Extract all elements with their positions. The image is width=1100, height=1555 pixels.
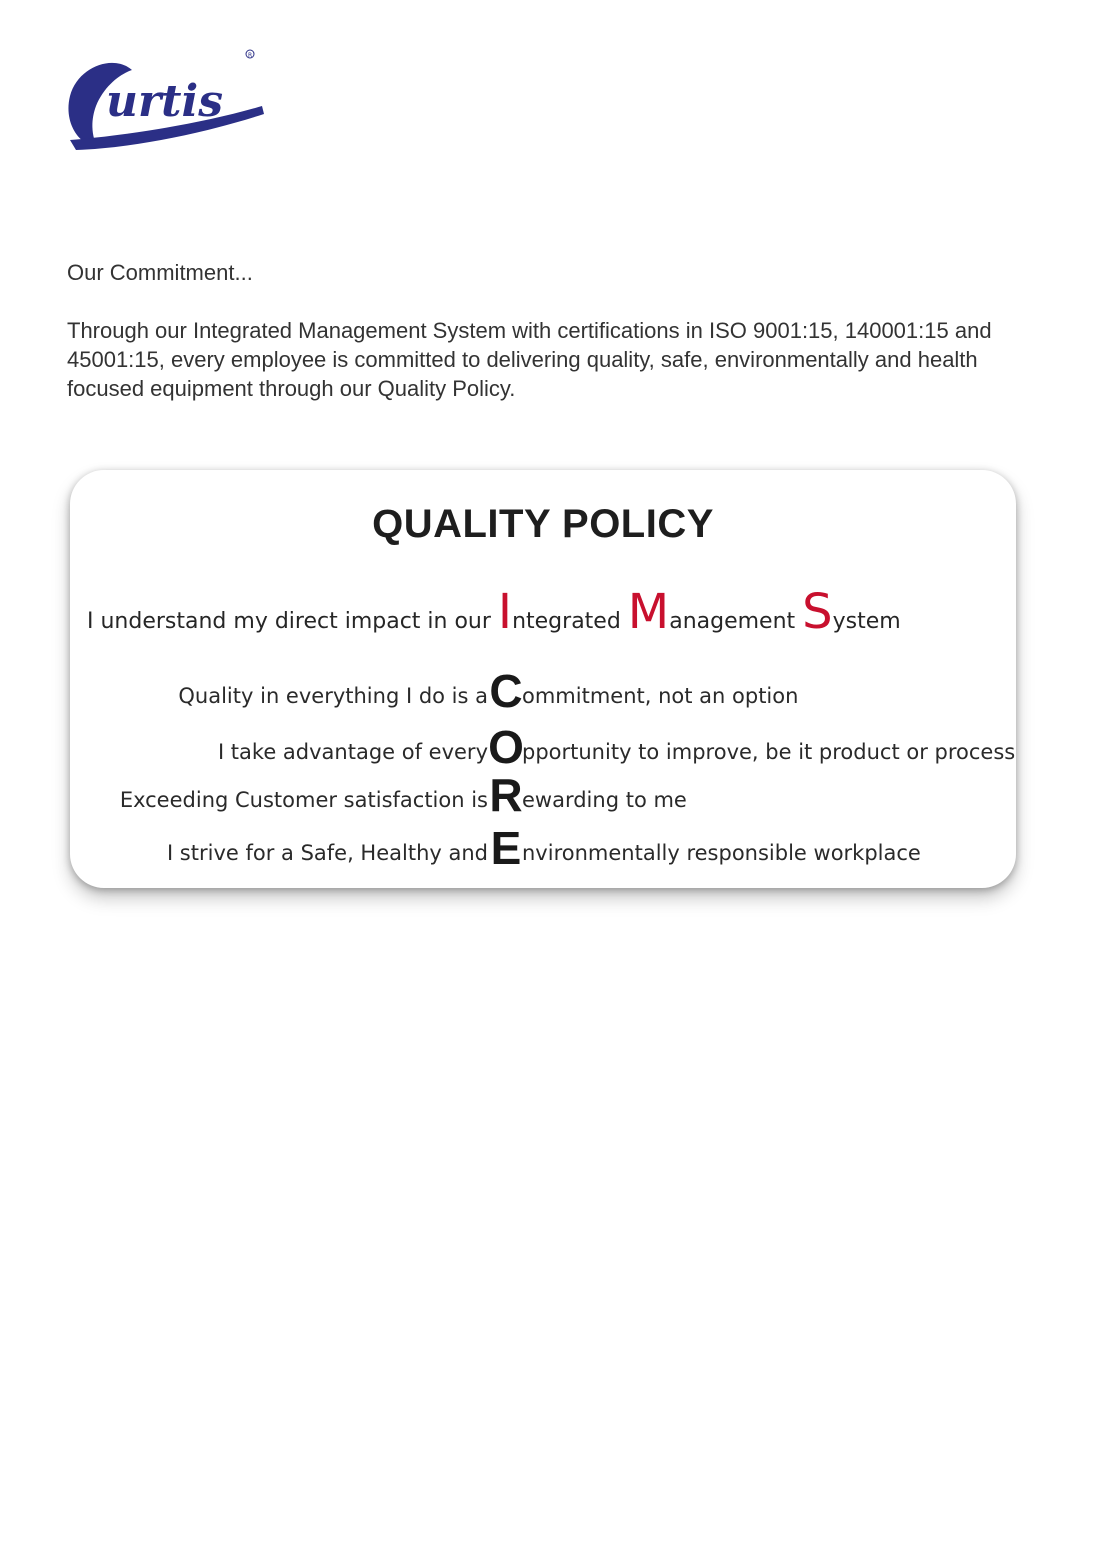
- core-text-right: ewarding to me: [522, 788, 687, 812]
- ims-word-integrated: ntegrated: [512, 609, 628, 634]
- ims-word-management: anagement: [669, 609, 803, 634]
- svg-text:R: R: [248, 52, 253, 59]
- curtis-logo: [62, 44, 272, 156]
- logo-wordmark: urtis: [106, 76, 223, 127]
- commitment-body: Through our Integrated Management System with certifications in ISO 9001:15, 140001:15 and 45001:15, every employee is committed to delivering quality, safe, environmentally and health focused equipment through our Quality Policy.: [67, 318, 992, 401]
- ims-word-system: ystem: [832, 609, 901, 634]
- core-row-environmental: [70, 817, 1016, 873]
- core-text-right: nvironmentally responsible workplace: [522, 841, 921, 865]
- policy-title: QUALITY POLICY: [372, 502, 714, 546]
- core-letter-c: C: [489, 665, 523, 717]
- ims-letter-i: I: [497, 584, 513, 640]
- core-text-left: Quality in everything I do is a: [178, 684, 488, 708]
- core-text-right: ommitment, not an option: [522, 684, 799, 708]
- ims-statement: [87, 584, 901, 640]
- core-text-left: I take advantage of every: [217, 740, 488, 764]
- core-text-left: I strive for a Safe, Healthy and: [166, 841, 488, 865]
- core-text-right: pportunity to improve, be it product or process: [522, 740, 1016, 764]
- core-row-rewarding: [70, 764, 1016, 820]
- ims-letter-s: S: [802, 584, 833, 640]
- ims-letter-m: M: [627, 584, 670, 640]
- core-text-left: Exceeding Customer satisfaction is: [119, 788, 488, 812]
- core-letter-r: R: [489, 769, 523, 821]
- quality-policy-card: [70, 470, 1016, 888]
- commitment-heading: Our Commitment...: [67, 260, 253, 285]
- core-letter-e: E: [490, 822, 522, 874]
- core-letter-o: O: [488, 721, 524, 773]
- commitment-section: [67, 258, 1042, 403]
- core-row-commitment: [70, 660, 1016, 716]
- ims-prefix: I understand my direct impact in our: [87, 609, 498, 634]
